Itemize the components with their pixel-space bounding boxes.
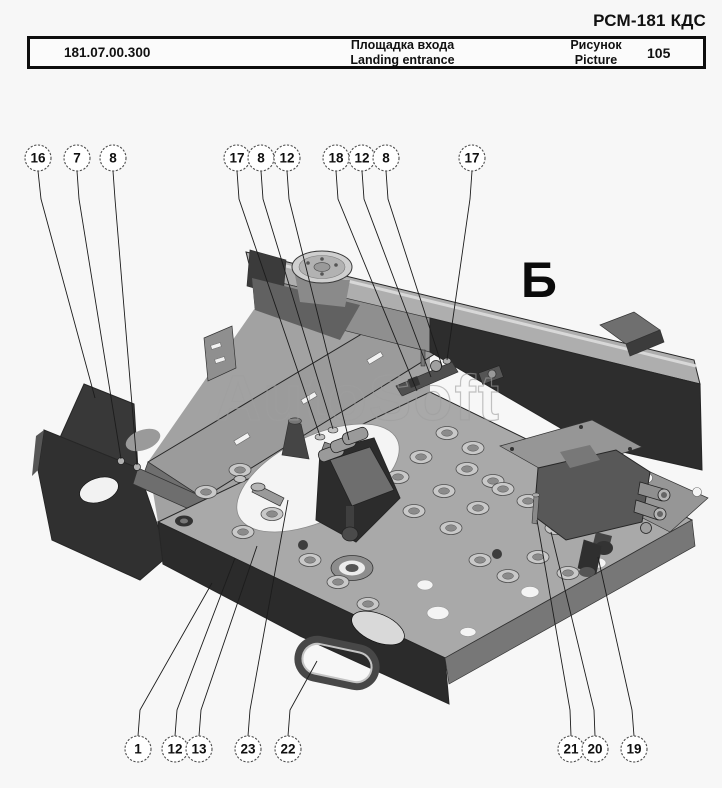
callout-number: 17	[464, 150, 480, 166]
callout-number: 8	[257, 150, 265, 166]
callout-number: 19	[626, 741, 642, 757]
figure-number: 105	[647, 44, 671, 61]
callout-number: 16	[30, 150, 46, 166]
callout-number: 13	[191, 741, 207, 757]
callout-number: 12	[279, 150, 295, 166]
assembly-title-en: Landing entrance	[350, 52, 455, 67]
callout-number: 18	[328, 150, 344, 166]
document-code: РСМ-181 КДС	[593, 11, 706, 30]
callout-number: 21	[563, 741, 579, 757]
assembly-title-ru: Площадка входа	[350, 38, 455, 53]
leader-line	[38, 171, 95, 398]
callout-number: 23	[240, 741, 256, 757]
callout-number: 7	[73, 150, 81, 166]
callout-number: 1	[134, 741, 142, 757]
part-number: 181.07.00.300	[64, 45, 151, 60]
callout-number: 22	[280, 741, 296, 757]
section-label: Б	[521, 252, 557, 308]
figure-label-ru: Рисунок	[570, 38, 622, 53]
figure-label-en: Picture	[574, 52, 618, 67]
callout-number: 12	[167, 741, 183, 757]
callout-number: 20	[587, 741, 603, 757]
callout-number: 17	[229, 150, 245, 166]
callout-number: 8	[109, 150, 117, 166]
callout-number: 8	[382, 150, 390, 166]
watermark-text: AutoSoft	[214, 362, 502, 434]
callout-number: 12	[354, 150, 370, 166]
callout-16	[25, 145, 95, 398]
